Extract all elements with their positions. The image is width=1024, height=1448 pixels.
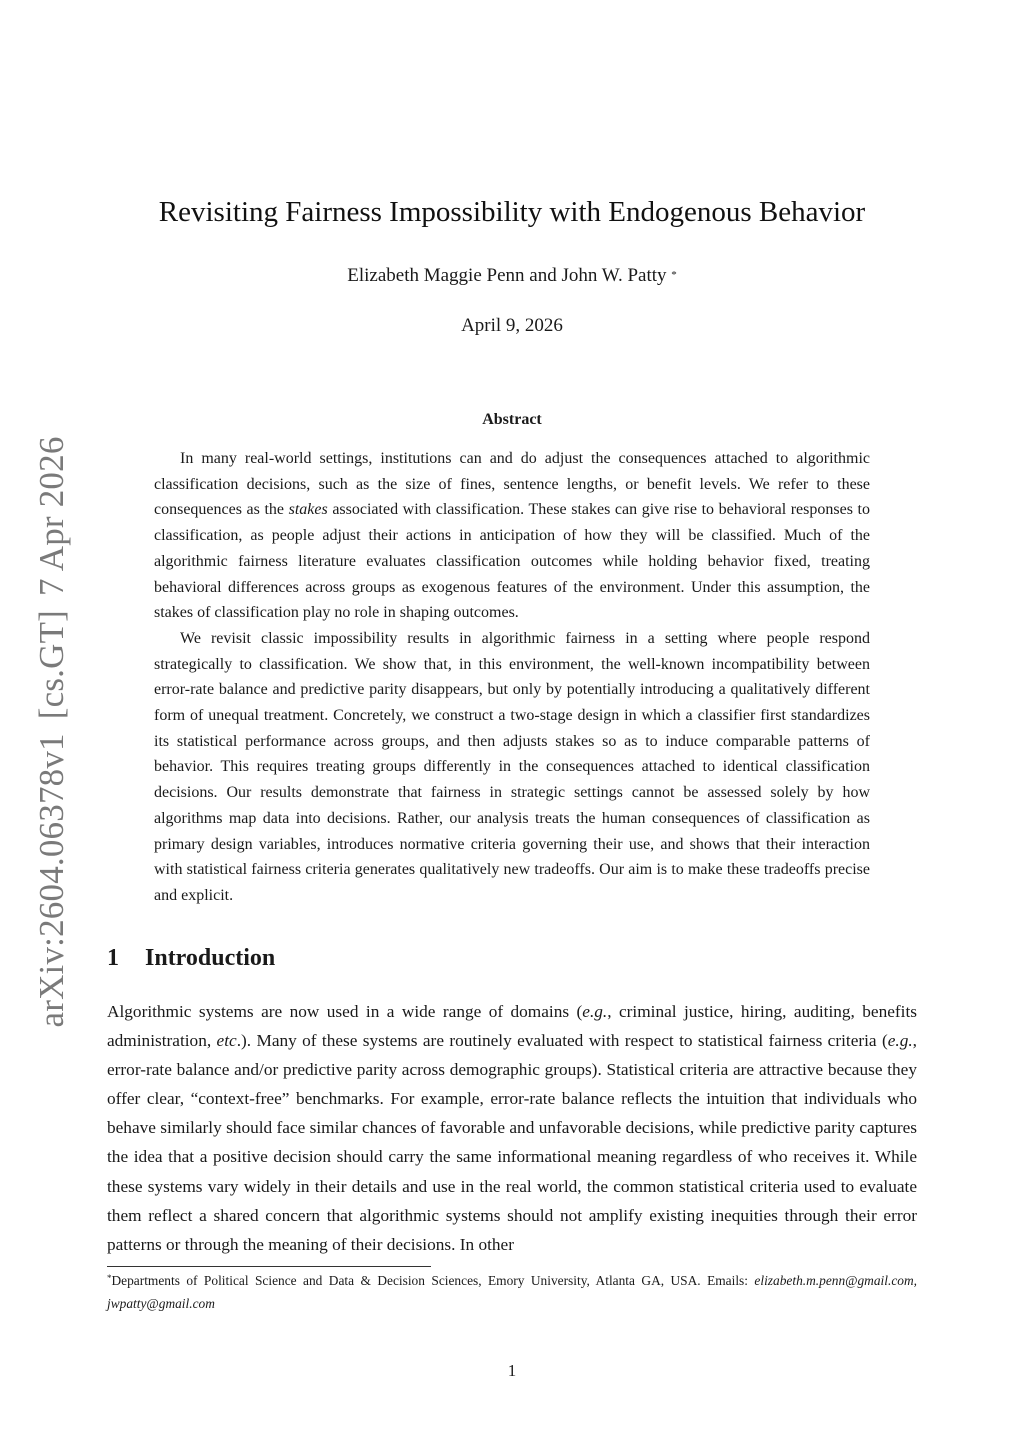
author-footnote-marker: * (671, 269, 677, 281)
footnote-divider (107, 1266, 431, 1267)
footnote-emails: elizabeth.m.penn@gmail.com, jwpatty@gmail.com (107, 1273, 917, 1311)
section-title: Introduction (145, 945, 276, 971)
paper-date: April 9, 2026 (461, 315, 563, 336)
author-line (0, 265, 1024, 287)
footnote (107, 1270, 917, 1315)
section-heading (107, 945, 275, 972)
page-number: 1 (507, 1361, 517, 1380)
arxiv-category: [cs.GT] (32, 609, 71, 720)
intro-paragraph: Algorithmic systems are now used in a wide range of domains (e.g., criminal justice, hiring, auditing, benefits administration, etc.). Many of these systems are routinely evaluated with respect to statistical fairness criteria (e.g., error-rate balance and/or predictive parity across demographic groups). Statistical criteria are attractive because they offer clear, “context-free” benchmarks. For example, error-rate balance reflects the intuition that individuals who behave similarly should face similar chances of favorable and unfavorable decisions, while predictive parity captures the idea that a positive decision should carry the same informational meaning regardless of who receives it. While these systems vary widely in their details and use in the real world, the common statistical criteria used to evaluate them reflect a shared concern that algorithmic systems should not amplify existing inequities through their error patterns or through the meaning of their decisions. In other (107, 1002, 917, 1254)
footnote-marker: * (107, 1273, 112, 1283)
arxiv-identifier (32, 422, 72, 1027)
section-number: 1 (107, 945, 119, 971)
abstract-body (154, 446, 870, 909)
arxiv-id: arXiv:2604.06378v1 (32, 733, 71, 1028)
abstract-heading: Abstract (482, 411, 542, 428)
abstract-paragraph: In many real-world settings, institutions can and do adjust the consequences attached to algorithmic classification decisions, such as the size of fines, sentence lengths, or benefit levels. We refer to these consequences as the stakes associated with classification. These stakes can give rise to behavioral responses to classification, as people adjust their actions in anticipation of how they will be classified. Much of the algorithmic fairness literature evaluates classification outcomes while holding behavior fixed, treating behavioral differences across groups as exogenous features of the environment. Under this assumption, the stakes of classification play no role in shaping outcomes. (154, 450, 870, 622)
authors: Elizabeth Maggie Penn and John W. Patty (347, 265, 667, 286)
arxiv-date: 7 Apr 2026 (32, 436, 71, 596)
abstract-paragraph: We revisit classic impossibility results in algorithmic fairness in a setting where people respond strategically to classification. We show that, in this environment, the well-known incompatibility between error-rate balance and predictive parity disappears, but only by potentially introducing a qualitatively different form of unequal treatment. Concretely, we construct a two-stage design in which a classifier first standardizes its statistical performance across groups, and then adjusts stakes so as to induce comparable patterns of behavior. This requires treating groups differently in the consequences attached to identical classification decisions. Our results demonstrate that fairness in strategic settings cannot be assessed solely by how algorithms map data into decisions. Rather, our analysis treats the human consequences of classification as primary design variables, introduces normative criteria governing their use, and shows that their interaction with statistical fairness criteria generates qualitatively new tradeoffs. Our aim is to make these tradeoffs precise and explicit. (154, 629, 870, 904)
intro-body (107, 997, 917, 1259)
footnote-text: Departments of Political Science and Data & Decision Sciences, Emory University, Atlanta GA, USA. Emails: (111, 1273, 755, 1288)
paper-title: Revisiting Fairness Impossibility with Endogenous Behavior (158, 196, 866, 228)
